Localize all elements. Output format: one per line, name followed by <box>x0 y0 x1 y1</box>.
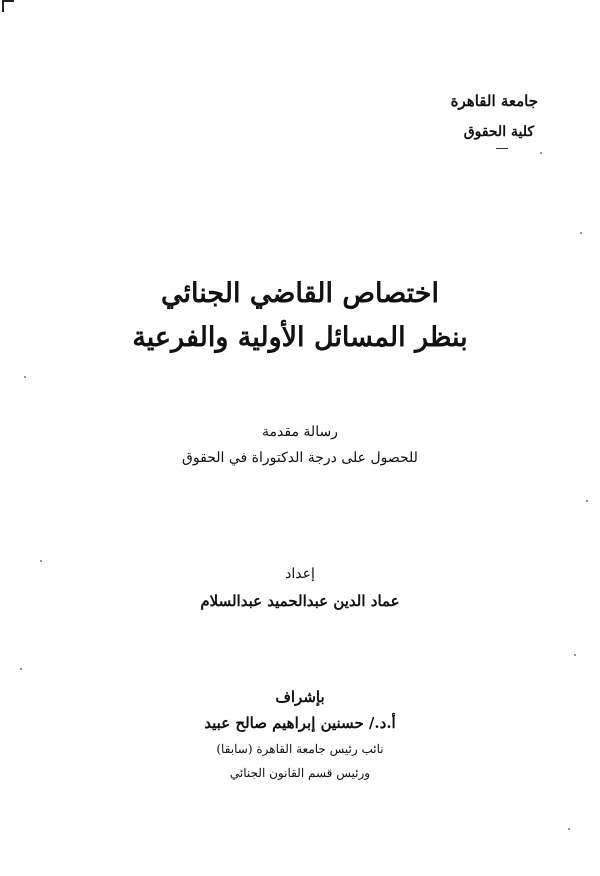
author-name: عماد الدين عبدالحميد عبدالسلام <box>200 592 400 610</box>
supervision-label: بإشراف <box>275 688 325 706</box>
scan-speck <box>574 654 576 656</box>
scan-speck <box>20 668 22 670</box>
title-line-1: اختصاص القاضي الجنائي <box>160 278 439 309</box>
supervisor-role-2: ورئيس قسم القانون الجنائي <box>229 766 371 780</box>
scan-speck <box>586 500 588 502</box>
scan-speck <box>40 560 42 562</box>
scan-speck <box>580 232 582 234</box>
university-name: جامعة القاهرة <box>450 92 538 110</box>
title-line-2: بنظر المسائل الأولية والفرعية <box>132 322 468 353</box>
thesis-label: رسالة مقدمة <box>262 424 338 440</box>
supervisor-role-1: نائب رئيس جامعة القاهرة (سابقا) <box>216 742 384 756</box>
degree-statement: للحصول على درجة الدكتوراة في الحقوق <box>182 450 418 466</box>
divider <box>496 148 508 149</box>
supervisor-name: أ.د./ حسنين إبراهيم صالح عبيد <box>204 714 396 732</box>
scan-speck <box>568 828 570 830</box>
scan-speck <box>540 152 542 154</box>
faculty-name: كلية الحقوق <box>463 124 534 140</box>
corner-mark <box>2 0 14 12</box>
preparation-label: إعداد <box>285 566 315 582</box>
scan-speck <box>24 376 26 378</box>
